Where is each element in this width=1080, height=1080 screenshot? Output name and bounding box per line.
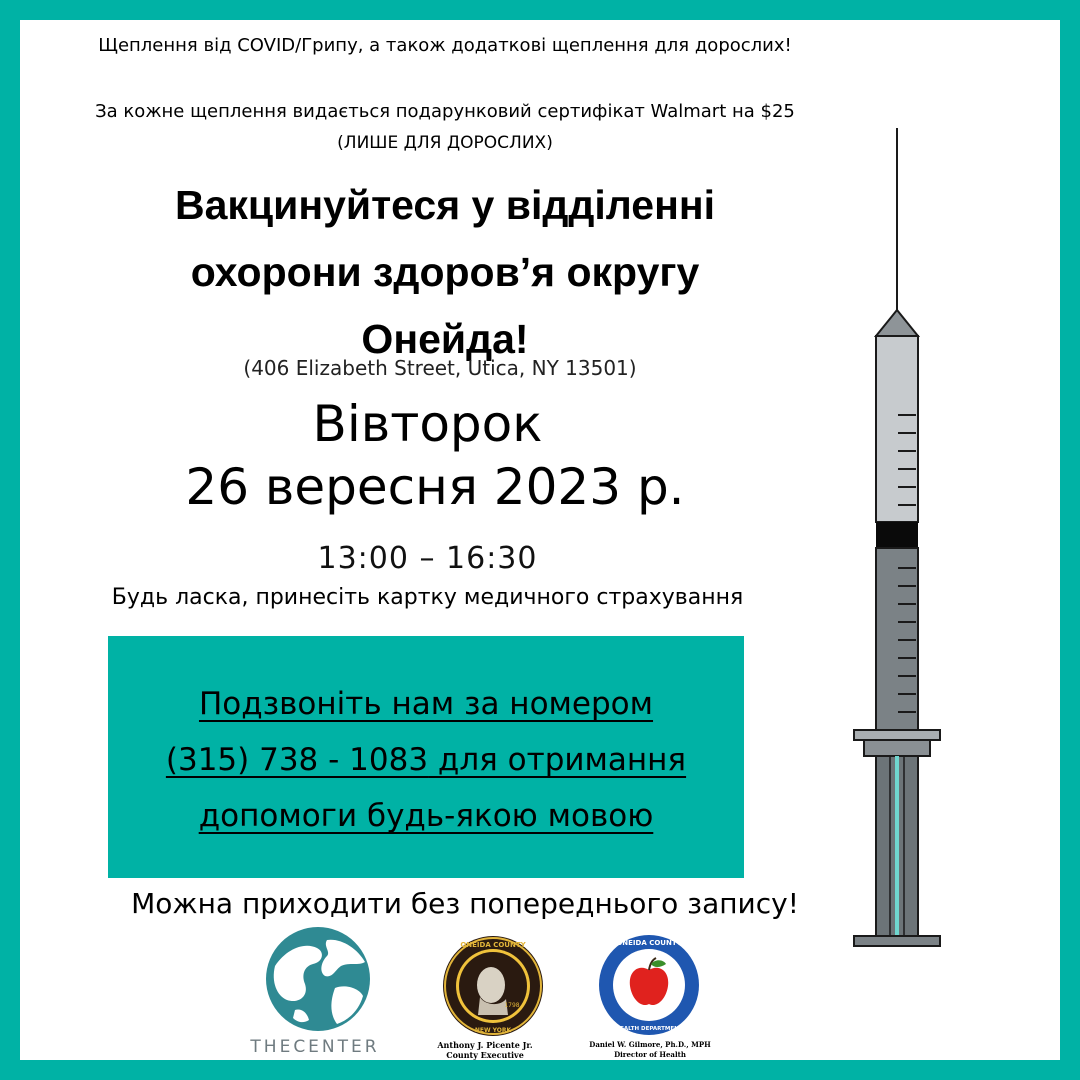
- director-name: Daniel W. Gilmore, Ph.D., MPH: [589, 1040, 711, 1049]
- adults-only-line: (ЛИШЕ ДЛЯ ДОРОСЛИХ): [337, 133, 553, 153]
- insurance-note: Будь ласка, принесіть картку медичного страхування: [111, 585, 744, 610]
- executive-title: County Executive: [446, 1050, 524, 1060]
- health-top-text: ONEIDA COUNTY: [616, 939, 682, 947]
- headline-line-1: Вакцинуйтеся у відділенні: [174, 182, 716, 228]
- globe-icon: [265, 926, 371, 1032]
- health-bottom-text: HEALTH DEPARTMENT: [615, 1026, 683, 1032]
- intro-line: Щеплення від COVID/Грипу, а також додаткові щеплення для дорослих!: [98, 35, 792, 56]
- call-line-3: допомоги будь-якою мовою: [198, 798, 654, 834]
- seal-year: 1798: [504, 1002, 520, 1009]
- seal-bottom-text: NEW YORK: [474, 1027, 512, 1034]
- event-date: 26 вересня 2023 р.: [185, 458, 685, 516]
- director-title: Director of Health: [614, 1050, 686, 1059]
- seal-top-text: ONEIDA COUNTY: [460, 941, 526, 949]
- syringe-icon: [850, 128, 970, 952]
- executive-name: Anthony J. Picente Jr.: [437, 1040, 533, 1050]
- address: (406 Elizabeth Street, Utica, NY 13501): [243, 356, 637, 380]
- headline-line-3: Онейда!: [361, 316, 529, 362]
- the-center-logo-text: THECENTER: [250, 1037, 380, 1057]
- call-text: [108, 676, 744, 844]
- event-day: Вівторок: [312, 395, 543, 453]
- county-seal-icon: [442, 935, 544, 1037]
- call-line-1: Подзвоніть нам за номером: [198, 686, 654, 722]
- headline-line-2: охорони здоров’я округу: [190, 249, 700, 295]
- gift-card-line: За кожне щеплення видається подарунковий сертифікат Walmart на $25: [95, 101, 795, 122]
- call-line-2: для отримання: [428, 742, 687, 778]
- walk-in-note: Можна приходити без попереднього запису!: [131, 887, 799, 920]
- phone-number-link[interactable]: (315) 738 - 1083: [165, 742, 429, 778]
- call-box: [108, 636, 744, 878]
- event-time: 13:00 – 16:30: [317, 541, 538, 576]
- page-title: [90, 172, 800, 373]
- apple-icon: [598, 934, 700, 1036]
